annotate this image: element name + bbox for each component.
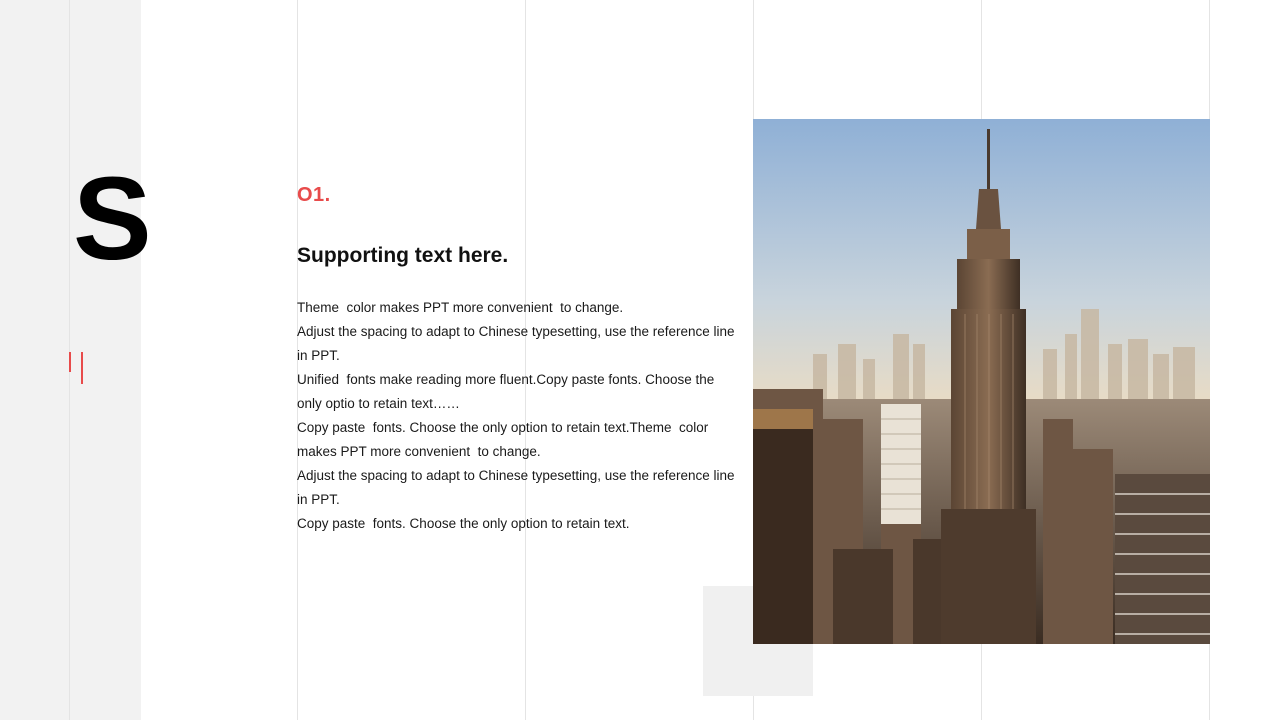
accent-marks [68,352,88,386]
accent-mark [69,352,71,372]
body-paragraph: Copy paste fonts. Choose the only option to retain text.Theme color makes PPT more convenient to change. [297,420,712,459]
body-paragraph: Unified fonts make reading more fluent.Copy paste fonts. Choose the only optio to retain text…… [297,372,718,411]
body-paragraph: Adjust the spacing to adapt to Chinese typesetting, use the reference line in PPT. [297,324,739,363]
body-paragraph: Adjust the spacing to adapt to Chinese typesetting, use the reference line in PPT. [297,468,739,507]
section-number: O1. [297,184,331,206]
body-text [297,296,737,536]
skyline-illustration [753,119,1210,644]
big-letter: S [73,153,152,285]
city-skyline-photo [753,119,1210,644]
body-paragraph: Theme color makes PPT more convenient to change. [297,300,624,315]
body-paragraph: Copy paste fonts. Choose the only option to retain text. [297,516,630,531]
section-heading: Supporting text here. [297,244,509,267]
accent-mark [81,352,83,384]
